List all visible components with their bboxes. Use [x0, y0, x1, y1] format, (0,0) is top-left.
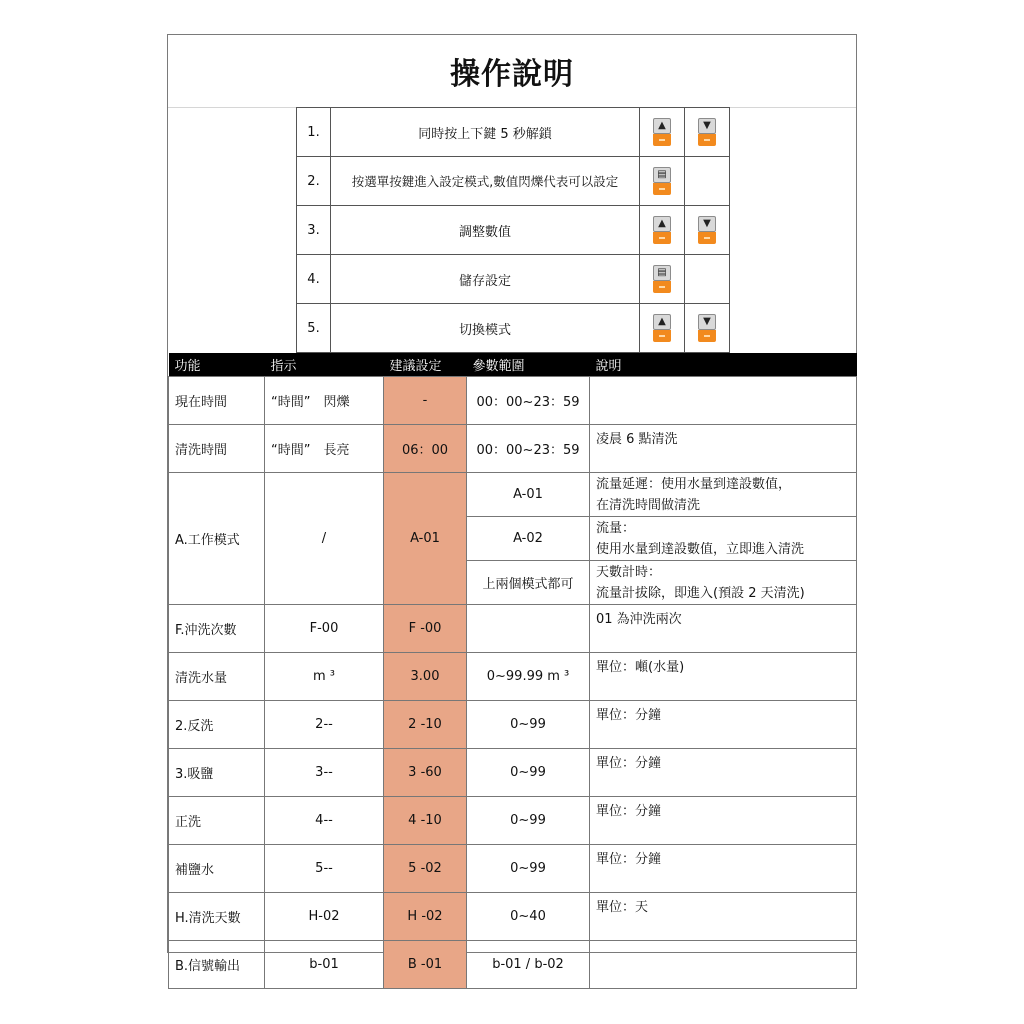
header-description: 說明	[590, 353, 857, 377]
function-cell: 補鹽水	[169, 845, 265, 893]
description-line: 流量計拔除，即進入(預設 2 天清洗)	[596, 585, 805, 601]
indicator-cell: F-00	[265, 605, 384, 653]
function-cell: 3.吸鹽	[169, 749, 265, 797]
description-cell: 單位：天	[590, 893, 857, 941]
range-cell	[467, 605, 590, 653]
indicator-cell: “時間” 長亮	[265, 425, 384, 473]
recommended-cell: 4 -10	[384, 797, 467, 845]
header-range: 參數範圍	[467, 353, 590, 377]
function-cell: H.清洗天數	[169, 893, 265, 941]
description-cell: 單位：分鐘	[590, 749, 857, 797]
down-key-icon: ▼	[685, 108, 730, 157]
up-key-icon: ▲	[640, 108, 685, 157]
step-row	[297, 108, 730, 157]
step-row	[297, 304, 730, 353]
table-row	[169, 425, 857, 473]
range-cell: b-01 / b-02	[467, 941, 590, 989]
description-cell: 單位：分鐘	[590, 845, 857, 893]
instruction-sheet	[167, 34, 857, 974]
up-key-icon: ▲	[640, 304, 685, 353]
recommended-cell: F -00	[384, 605, 467, 653]
function-cell: F.沖洗次數	[169, 605, 265, 653]
step-number: 4.	[297, 255, 331, 304]
down-key-icon: ▼	[685, 304, 730, 353]
indicator-cell: 4--	[265, 797, 384, 845]
indicator-cell: 3--	[265, 749, 384, 797]
function-cell: B.信號輸出	[169, 941, 265, 989]
description-line: 天數計時：	[596, 564, 662, 580]
step-number: 2.	[297, 157, 331, 206]
header-function: 功能	[169, 353, 265, 377]
table-row	[169, 941, 857, 989]
function-cell: 清洗水量	[169, 653, 265, 701]
table-row	[169, 797, 857, 845]
page-title: 操作說明	[168, 35, 856, 108]
step-number: 3.	[297, 206, 331, 255]
menu-key-icon: ▤	[640, 157, 685, 206]
step-row	[297, 206, 730, 255]
table-row	[169, 845, 857, 893]
table-row	[169, 893, 857, 941]
description-cell: 單位：分鐘	[590, 701, 857, 749]
table-row	[169, 377, 857, 425]
recommended-cell: 5 -02	[384, 845, 467, 893]
table-row	[169, 701, 857, 749]
step-number: 1.	[297, 108, 331, 157]
header-row	[169, 353, 857, 377]
indicator-cell: 2--	[265, 701, 384, 749]
header-indicator: 指示	[265, 353, 384, 377]
description-line: 流量：	[596, 520, 636, 536]
step-number: 5.	[297, 304, 331, 353]
range-cell: 00：00~23：59	[467, 425, 590, 473]
settings-table	[168, 353, 857, 989]
table-row	[169, 653, 857, 701]
function-cell: 清洗時間	[169, 425, 265, 473]
step-text: 儲存設定	[331, 255, 640, 304]
recommended-cell: B -01	[384, 941, 467, 989]
range-cell: 00：00~23：59	[467, 377, 590, 425]
indicator-cell: H-02	[265, 893, 384, 941]
indicator-cell: “時間” 閃爍	[265, 377, 384, 425]
description-cell	[590, 941, 857, 989]
recommended-cell: A-01	[384, 473, 467, 605]
up-key-icon: ▲	[640, 206, 685, 255]
empty-cell	[685, 157, 730, 206]
description-cell	[590, 377, 857, 425]
recommended-cell: 06：00	[384, 425, 467, 473]
description-cell: 單位：噸(水量)	[590, 653, 857, 701]
recommended-cell: 2 -10	[384, 701, 467, 749]
down-key-icon: ▼	[685, 206, 730, 255]
step-row	[297, 157, 730, 206]
range-cell: A-01	[467, 473, 590, 517]
description-cell	[590, 517, 857, 561]
recommended-cell: 3.00	[384, 653, 467, 701]
recommended-cell: -	[384, 377, 467, 425]
description-line: 在清洗時間做清洗	[596, 497, 701, 513]
indicator-cell: m ³	[265, 653, 384, 701]
menu-key-icon: ▤	[640, 255, 685, 304]
description-cell	[590, 561, 857, 605]
function-cell: 2.反洗	[169, 701, 265, 749]
indicator-cell: b-01	[265, 941, 384, 989]
range-cell: 0~99.99 m ³	[467, 653, 590, 701]
description-cell: 01 為沖洗兩次	[590, 605, 857, 653]
range-cell: 0~99	[467, 797, 590, 845]
description-line: 流量延遲：使用水量到達設數值，	[596, 476, 792, 492]
description-cell: 單位：分鐘	[590, 797, 857, 845]
description-cell: 凌晨 6 點清洗	[590, 425, 857, 473]
step-row	[297, 255, 730, 304]
step-text: 按選單按鍵進入設定模式,數值閃爍代表可以設定	[331, 157, 640, 206]
range-cell: 上兩個模式都可	[467, 561, 590, 605]
range-cell: 0~40	[467, 893, 590, 941]
step-text: 同時按上下鍵 5 秒解鎖	[331, 108, 640, 157]
description-cell	[590, 473, 857, 517]
recommended-cell: H -02	[384, 893, 467, 941]
steps-table	[296, 107, 730, 353]
range-cell: 0~99	[467, 845, 590, 893]
function-cell: 正洗	[169, 797, 265, 845]
description-line: 使用水量到達設數值，立即進入清洗	[596, 541, 805, 557]
range-cell: A-02	[467, 517, 590, 561]
function-cell: A.工作模式	[169, 473, 265, 605]
table-row	[169, 605, 857, 653]
step-text: 調整數值	[331, 206, 640, 255]
recommended-cell: 3 -60	[384, 749, 467, 797]
indicator-cell: 5--	[265, 845, 384, 893]
empty-cell	[685, 255, 730, 304]
step-text: 切換模式	[331, 304, 640, 353]
table-row	[169, 749, 857, 797]
range-cell: 0~99	[467, 749, 590, 797]
header-recommended: 建議設定	[384, 353, 467, 377]
function-cell: 現在時間	[169, 377, 265, 425]
indicator-cell: /	[265, 473, 384, 605]
table-row	[169, 473, 857, 517]
range-cell: 0~99	[467, 701, 590, 749]
